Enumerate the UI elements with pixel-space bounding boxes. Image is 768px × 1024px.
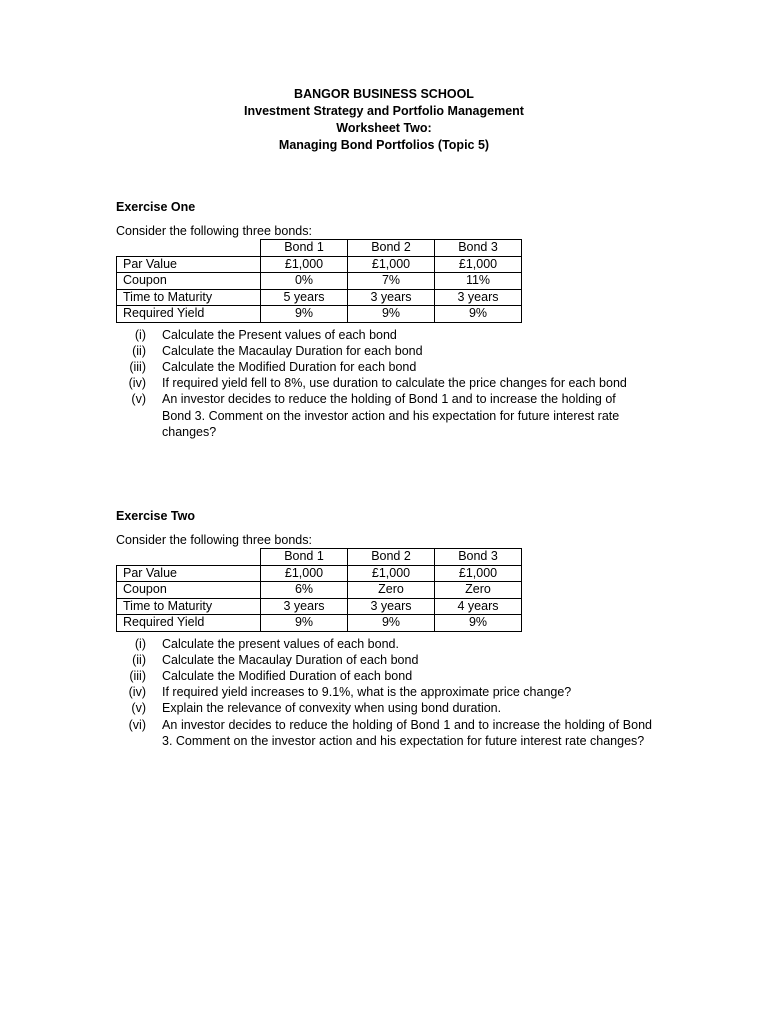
table-header-row: [117, 549, 522, 566]
table-cell: 7%: [348, 273, 435, 290]
exercise-one-questions: [116, 327, 656, 440]
row-label: Required Yield: [117, 306, 261, 323]
table-header-cell: Bond 3: [435, 240, 522, 257]
exercise-two-section: [116, 508, 656, 749]
list-item: [116, 636, 656, 652]
row-label: Coupon: [117, 582, 261, 599]
exercise-one-intro: Consider the following three bonds:: [116, 224, 312, 238]
table-cell: £1,000: [348, 256, 435, 273]
worksheet-number: Worksheet Two:: [336, 121, 432, 135]
table-cell: 9%: [348, 615, 435, 632]
question-number: (iii): [129, 359, 146, 374]
question-text: Calculate the Macaulay Duration of each bond: [162, 652, 419, 667]
list-item: [116, 327, 656, 343]
table-cell: £1,000: [261, 565, 348, 582]
exercise-one-title: Exercise One: [116, 200, 196, 214]
exercise-two-questions: [116, 636, 656, 749]
table-cell: £1,000: [261, 256, 348, 273]
exercise-one-section: [116, 199, 656, 440]
exercise-one-bond-table: [116, 239, 522, 323]
exercise-two-bond-table: [116, 548, 522, 632]
question-text: Calculate the Macaulay Duration for each bond: [162, 343, 423, 358]
table-cell: Zero: [348, 582, 435, 599]
list-item: [116, 684, 656, 700]
table-row: [117, 598, 522, 615]
question-number: (iii): [129, 668, 146, 683]
exercise-two-title: Exercise Two: [116, 509, 195, 523]
list-item: [116, 700, 656, 716]
table-header-cell: Bond 1: [261, 240, 348, 257]
list-item: [116, 375, 656, 391]
table-cell: 3 years: [261, 598, 348, 615]
table-row: [117, 256, 522, 273]
question-number: (i): [134, 327, 146, 342]
exercise-two-intro: Consider the following three bonds:: [116, 533, 312, 547]
document-header: [0, 86, 768, 154]
worksheet-topic: Managing Bond Portfolios (Topic 5): [278, 138, 490, 152]
question-text: Explain the relevance of convexity when using bond duration.: [162, 701, 502, 716]
question-number: (v): [131, 392, 146, 407]
table-cell: 9%: [348, 306, 435, 323]
table-row: [117, 615, 522, 632]
question-text: If required yield increases to 9.1%, what is the approximate price change?: [162, 685, 572, 700]
table-row: [117, 273, 522, 290]
question-text: An investor decides to reduce the holding of Bond 1 and to increase the holding of Bond 3. Comment on the investor action and his expectation for future interest rate changes?: [162, 717, 652, 748]
question-text: If required yield fell to 8%, use duration to calculate the price changes for each bond: [162, 376, 627, 391]
school-name: BANGOR BUSINESS SCHOOL: [294, 87, 474, 101]
list-item: [116, 717, 656, 749]
question-number: (vi): [128, 717, 146, 732]
list-item: [116, 652, 656, 668]
question-text: Calculate the Modified Duration for each bond: [162, 359, 417, 374]
row-label: Time to Maturity: [117, 289, 261, 306]
table-cell: 5 years: [261, 289, 348, 306]
table-cell: Zero: [435, 582, 522, 599]
table-corner-cell: [117, 240, 261, 257]
table-header-row: [117, 240, 522, 257]
list-item: [116, 391, 656, 440]
table-cell: 0%: [261, 273, 348, 290]
table-header-cell: Bond 2: [348, 240, 435, 257]
table-header-cell: Bond 3: [435, 549, 522, 566]
course-title: Investment Strategy and Portfolio Management: [244, 104, 524, 118]
question-number: (ii): [132, 343, 146, 358]
question-text: Calculate the Modified Duration of each bond: [162, 668, 413, 683]
row-label: Required Yield: [117, 615, 261, 632]
table-corner-cell: [117, 549, 261, 566]
row-label: Par Value: [117, 256, 261, 273]
question-number: (i): [134, 636, 146, 651]
table-cell: 9%: [435, 306, 522, 323]
table-cell: £1,000: [435, 565, 522, 582]
table-cell: 11%: [435, 273, 522, 290]
list-item: [116, 359, 656, 375]
table-header-cell: Bond 1: [261, 549, 348, 566]
question-text: Calculate the present values of each bond.: [162, 636, 399, 651]
question-number: (iv): [128, 376, 146, 391]
table-row: [117, 306, 522, 323]
table-cell: 9%: [261, 306, 348, 323]
question-number: (iv): [128, 685, 146, 700]
question-number: (v): [131, 701, 146, 716]
table-cell: £1,000: [435, 256, 522, 273]
question-number: (ii): [132, 652, 146, 667]
table-cell: 9%: [435, 615, 522, 632]
question-text: Calculate the Present values of each bond: [162, 327, 397, 342]
table-cell: 9%: [261, 615, 348, 632]
table-header-cell: Bond 2: [348, 549, 435, 566]
list-item: [116, 668, 656, 684]
table-cell: 6%: [261, 582, 348, 599]
table-cell: 4 years: [435, 598, 522, 615]
table-cell: £1,000: [348, 565, 435, 582]
table-row: [117, 289, 522, 306]
table-cell: 3 years: [348, 598, 435, 615]
table-cell: 3 years: [435, 289, 522, 306]
table-row: [117, 565, 522, 582]
row-label: Coupon: [117, 273, 261, 290]
table-row: [117, 582, 522, 599]
list-item: [116, 343, 656, 359]
question-text: An investor decides to reduce the holding of Bond 1 and to increase the holding of Bond 3. Comment on the investor action and his expectation for future interest rate changes?: [162, 392, 620, 439]
table-cell: 3 years: [348, 289, 435, 306]
row-label: Time to Maturity: [117, 598, 261, 615]
row-label: Par Value: [117, 565, 261, 582]
